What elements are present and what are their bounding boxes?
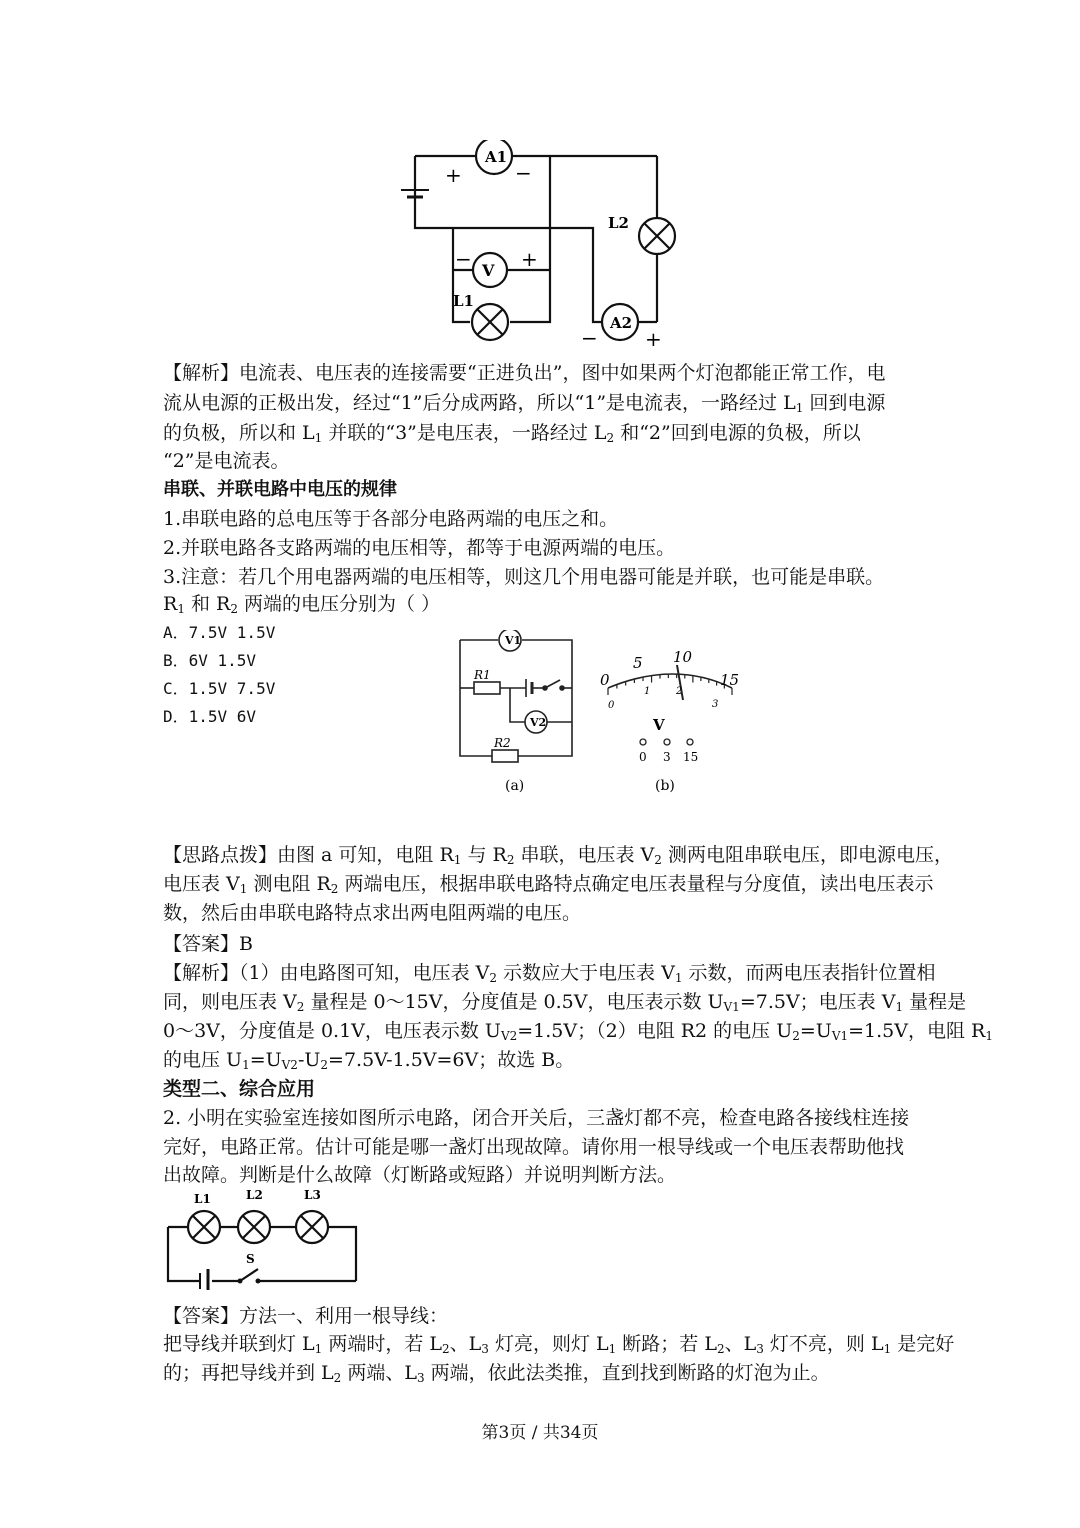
hint-line1 — [163, 840, 953, 867]
section2-heading: 类型二、综合应用 — [163, 1078, 316, 1100]
figure-b-label: (b) — [655, 778, 675, 794]
text: 回到电源 — [803, 392, 886, 414]
analysis2-line4 — [163, 1045, 574, 1072]
answer2-line2 — [163, 1329, 954, 1356]
analysis1-line1 — [163, 358, 885, 385]
subscript: 2 — [654, 853, 662, 867]
text: （1）由电路图可知，电压表 V — [239, 962, 490, 984]
text: 的；再把导线并到 L — [163, 1362, 334, 1384]
text: 是完好 — [891, 1333, 955, 1355]
sign-minus-v: − — [455, 247, 472, 271]
text: 、L — [724, 1333, 757, 1355]
meter-v2-label: V2 — [530, 716, 547, 729]
analysis1-line2 — [163, 388, 885, 415]
rules-heading: 串联、并联电路中电压的规律 — [163, 479, 397, 500]
answer2-line3 — [163, 1358, 830, 1385]
text: 两端电压，根据串联电路特点确定电压表量程与分度值，读出电压表示 — [338, 873, 934, 895]
subscript: V2 — [500, 1029, 518, 1043]
subscript: 1 — [314, 431, 323, 445]
text: 示数，而两电压表指针位置相 — [682, 962, 936, 984]
subscript: 2 — [296, 1000, 305, 1014]
circuit-diagram-3 — [160, 1185, 365, 1290]
hint-tag: 【思路点拨】 — [163, 844, 278, 866]
rule-3: 3.注意：若几个用电器两端的电压相等，则这几个用电器可能是并联，也可能是串联。 — [163, 566, 885, 588]
text: R — [163, 593, 178, 615]
text: 并联的“3”是电压表，一路经过 L — [322, 422, 607, 444]
text: 、L — [449, 1333, 482, 1355]
analysis2-line3 — [163, 1016, 993, 1043]
text: =U — [799, 1020, 832, 1042]
subscript: 1 — [314, 1342, 323, 1356]
text: 把导线并联到灯 L — [163, 1333, 315, 1355]
meter-v1-label: V1 — [505, 634, 522, 647]
rule-1: 1.串联电路的总电压等于各部分电路两端的电压之和。 — [163, 508, 619, 530]
question2-line1: 2. 小明在实验室连接如图所示电路，闭合开关后，三盏灯都不亮，检查电路各接线柱连接 — [163, 1107, 910, 1129]
text: 两端、L — [341, 1362, 417, 1384]
text: 两端，依此法类推，直到找到断路的灯泡为止。 — [424, 1362, 830, 1384]
analysis1-line3 — [163, 418, 861, 445]
option-c: C．1.5V 7.5V — [163, 679, 276, 698]
text: 电流表、电压表的连接需要“正进负出”，图中如果两个灯泡都能正常工作，电 — [239, 362, 886, 384]
terminal-3: 3 — [663, 750, 671, 764]
sign-minus-a2: − — [581, 326, 598, 350]
subscript: 2 — [716, 1342, 725, 1356]
text: =1.5V，电阻 R — [848, 1020, 986, 1042]
text: =U — [249, 1049, 282, 1071]
subscript: 2 — [333, 1371, 342, 1385]
subscript: 3 — [756, 1342, 764, 1356]
subscript: 1 — [895, 1000, 904, 1014]
sign-plus-a1: + — [445, 163, 462, 187]
subscript: 3 — [416, 1371, 425, 1385]
hint-line3: 数，然后由串联电路特点求出两电阻两端的电压。 — [163, 902, 582, 924]
analysis-tag: 【解析】 — [163, 962, 240, 984]
figure-a-label: (a) — [505, 778, 525, 794]
subscript: 2 — [489, 971, 498, 985]
subscript: 2 — [792, 1029, 800, 1043]
subscript: 2 — [506, 853, 515, 867]
text: 断路；若 L — [616, 1333, 717, 1355]
text: 的电压 U — [163, 1049, 243, 1071]
text: 由图 a 可知，电阻 R — [277, 844, 454, 866]
lamp-l2-label: L2 — [246, 1188, 263, 1202]
text: =1.5V；（2）电阻 R2 的电压 U — [517, 1020, 793, 1042]
dial-top-10: 10 — [673, 648, 693, 666]
text: 和 R — [184, 593, 231, 615]
resistor-r1-label: R1 — [474, 668, 491, 682]
terminal-0: 0 — [639, 750, 647, 764]
text: 灯亮，则灯 L — [488, 1333, 609, 1355]
resistor-r2-label: R2 — [494, 736, 511, 750]
text: 量程是 0～15V，分度值是 0.5V，电压表示数 U — [304, 991, 724, 1013]
text: 同，则电压表 V — [163, 991, 297, 1013]
circuit-diagram-1 — [395, 140, 695, 355]
answer2-line1 — [163, 1301, 448, 1328]
text: =7.5V-1.5V=6V；故选 B。 — [328, 1049, 575, 1071]
text: 示数应大于电压表 V — [497, 962, 675, 984]
lamp-l2-label: L2 — [608, 214, 629, 232]
subscript: 1 — [674, 971, 683, 985]
subscript: 1 — [985, 1029, 993, 1043]
text: 方法一、利用一根导线： — [239, 1305, 449, 1327]
text: =7.5V；电压表 V — [739, 991, 896, 1013]
text: 0～3V，分度值是 0.1V，电压表示数 U — [163, 1020, 501, 1042]
subscript: V1 — [831, 1029, 849, 1043]
text: 量程是 — [903, 991, 967, 1013]
text: 串联，电压表 V — [514, 844, 655, 866]
answer-tag: 【答案】 — [163, 1305, 240, 1327]
analysis-tag: 【解析】 — [163, 362, 240, 384]
sign-plus-v: + — [521, 247, 538, 271]
hint-line2 — [163, 869, 933, 896]
text: -U — [297, 1049, 321, 1071]
text: 测两电阻串联电压，即电源电压， — [661, 844, 953, 866]
subscript: 1 — [883, 1342, 892, 1356]
subscript: 2 — [330, 882, 339, 896]
text: 灯不亮，则 L — [763, 1333, 884, 1355]
dial-top-5: 5 — [633, 654, 643, 672]
text: 流从电源的正极出发，经过“1”后分成两路，所以“1”是电流表，一路经过 L — [163, 392, 796, 414]
subscript: 1 — [608, 1342, 617, 1356]
answer-tag: 【答案】 — [163, 933, 240, 955]
answer-value: B — [239, 933, 253, 955]
subscript: 1 — [177, 602, 185, 616]
analysis1-line4: “2”是电流表。 — [163, 450, 290, 472]
dial-bottom-1: 1 — [644, 686, 651, 697]
subscript: 2 — [230, 602, 238, 616]
question2-line3: 出故障。判断是什么故障（灯断路或短路）并说明判断方法。 — [163, 1164, 677, 1186]
dial-top-0: 0 — [600, 671, 610, 689]
sign-plus-a2: + — [645, 327, 662, 351]
lamp-l3-label: L3 — [304, 1188, 321, 1202]
lamp-l1-label: L1 — [453, 292, 474, 310]
option-d: D．1.5V 6V — [163, 707, 257, 726]
subscript: 1 — [242, 1058, 250, 1072]
answer1 — [163, 929, 253, 956]
dial-bottom-2: 2 — [676, 686, 683, 697]
rule-2: 2.并联电路各支路两端的电压相等，都等于电源两端的电压。 — [163, 537, 676, 559]
subscript: 1 — [453, 853, 462, 867]
text: 测电阻 R — [247, 873, 331, 895]
circuit-diagram-2 — [450, 630, 760, 795]
subscript: 3 — [481, 1342, 489, 1356]
subscript: V2 — [281, 1058, 298, 1072]
text: 两端的电压分别为（ ） — [237, 593, 441, 615]
dial-bottom-3: 3 — [712, 699, 719, 710]
meter-a1-label: A1 — [485, 148, 508, 166]
analysis2-line2 — [163, 987, 966, 1014]
dial-bottom-0: 0 — [608, 700, 615, 711]
subscript: 2 — [320, 1058, 329, 1072]
option-b: B．6V 1.5V — [163, 651, 257, 670]
text: 电压表 V — [163, 873, 240, 895]
dial-unit-label: V — [653, 716, 665, 734]
dial-top-15: 15 — [720, 671, 740, 689]
question2-line2: 完好，电路正常。估计可能是哪一盏灯出现故障。请你用一根导线或一个电压表帮助他找 — [163, 1136, 905, 1158]
subscript: 2 — [606, 431, 615, 445]
subscript: V1 — [723, 1000, 740, 1014]
text: 两端时，若 L — [322, 1333, 443, 1355]
text: 与 R — [461, 844, 507, 866]
meter-a2-label: A2 — [610, 314, 633, 332]
analysis2-line1 — [163, 958, 936, 985]
page-footer: 第3页 / 共34页 — [481, 1423, 599, 1443]
sign-minus-a1: − — [515, 161, 532, 185]
subscript: 1 — [239, 882, 248, 896]
question1-stem — [163, 589, 440, 616]
lamp-l1-label: L1 — [194, 1192, 211, 1206]
text: 的负极，所以和 L — [163, 422, 315, 444]
subscript: 2 — [442, 1342, 450, 1356]
subscript: 1 — [795, 401, 804, 415]
option-a: A．7.5V 1.5V — [163, 623, 276, 642]
meter-v-label: V — [482, 261, 495, 280]
switch-s-label: S — [246, 1252, 255, 1266]
terminal-15: 15 — [683, 750, 699, 764]
text: 和“2”回到电源的负极，所以 — [614, 422, 861, 444]
